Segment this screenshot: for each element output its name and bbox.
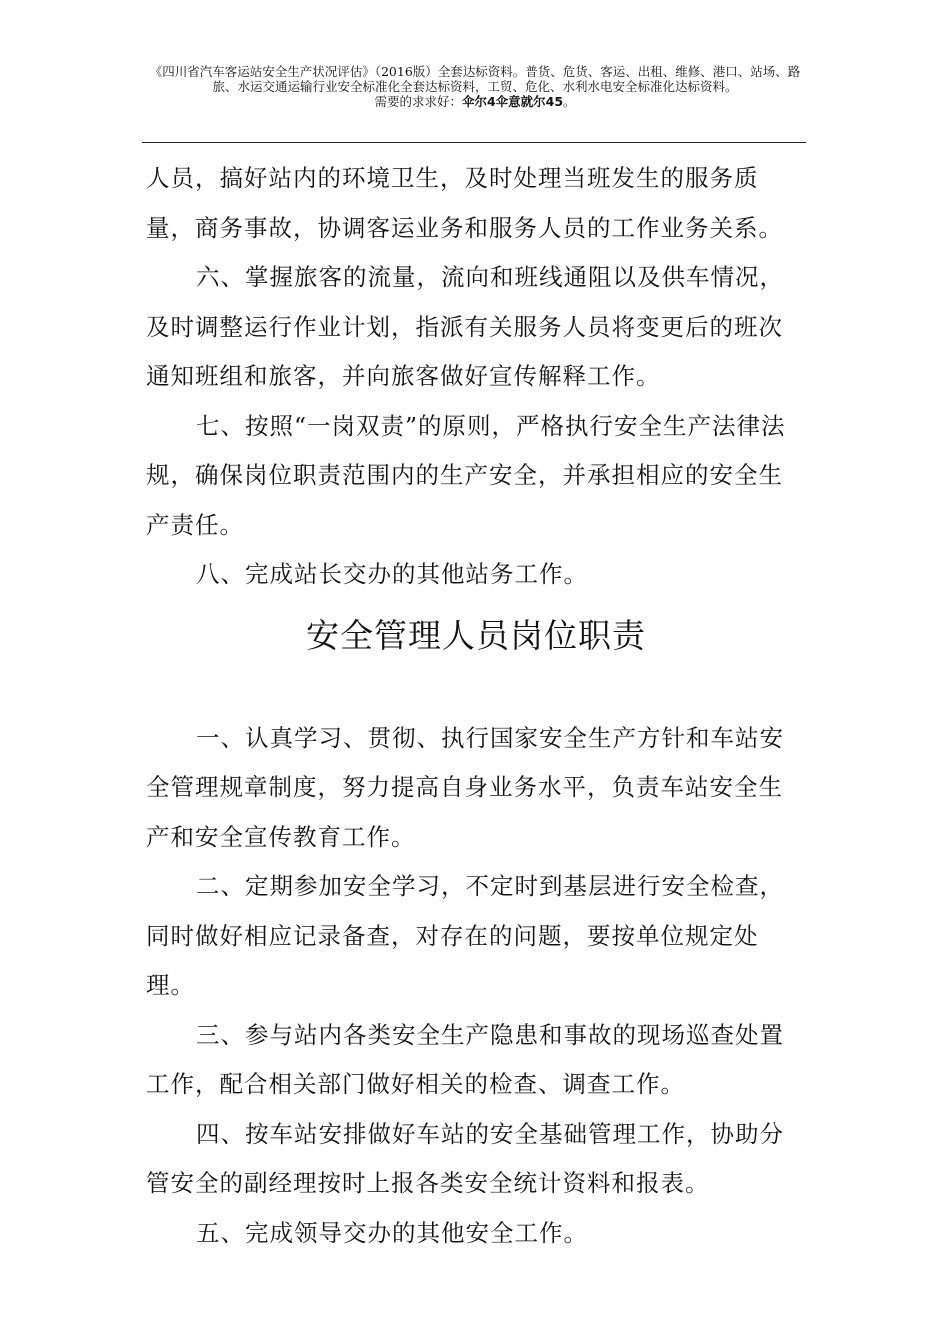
section-title: 安全管理人员岗位职责	[306, 615, 646, 655]
contact-value: 伞尔4伞意就尔45	[461, 94, 564, 109]
section-item-4: 四、按车站安排做好车站的安全基础管理工作，协助分管安全的副经理按时上报各类安全统计资料和报表。	[146, 1119, 784, 1197]
header-contact	[140, 94, 810, 109]
section-item-1: 一、认真学习、贯彻、执行国家安全生产方针和车站安全管理规章制度，努力提高自身业务水平，负责车站安全生产和安全宣传教育工作。	[146, 723, 784, 851]
document-body	[146, 154, 806, 1258]
paragraph-item-7: 七、按照“一岗双责”的原则，严格执行安全生产法律法规，确保岗位职责范围内的生产安全，并承担相应的安全生产责任。	[146, 411, 786, 539]
section-item-5: 五、完成领导交办的其他安全工作。	[196, 1218, 588, 1247]
paragraph-item-8: 八、完成站长交办的其他站务工作。	[196, 560, 588, 588]
page-header	[140, 64, 810, 109]
section-item-3: 三、参与站内各类安全生产隐患和事故的现场巡查处置工作，配合相关部门做好相关的检查、调查工作。	[146, 1020, 784, 1098]
contact-suffix: 。	[563, 94, 576, 109]
header-divider	[142, 142, 806, 143]
paragraph-item-6: 六、掌握旅客的流量，流向和班线通阻以及供车情况，及时调整运行作业计划，指派有关服务人员将变更后的班次通知班组和旅客，并向旅客做好宣传解释工作。	[146, 263, 784, 390]
header-text: 《四川省汽车客运站安全生产状况评估》（2016版）全套达标资料。普货、危货、客运、出租、维修、港口、站场、路旅、水运交通运输行业安全标准化全套达标资料，工贸、危化、水利水电安全标准化达标资料。	[149, 64, 801, 94]
section-item-2: 二、定期参加安全学习，不定时到基层进行安全检查，同时做好相应记录备查，对存在的问题，要按单位规定处理。	[146, 872, 784, 999]
paragraph-continued: 人员，搞好站内的环境卫生，及时处理当班发生的服务质量，商务事故，协调客运业务和服务人员的工作业务关系。	[146, 164, 783, 242]
contact-prefix: 需要的求求好：	[374, 94, 462, 109]
